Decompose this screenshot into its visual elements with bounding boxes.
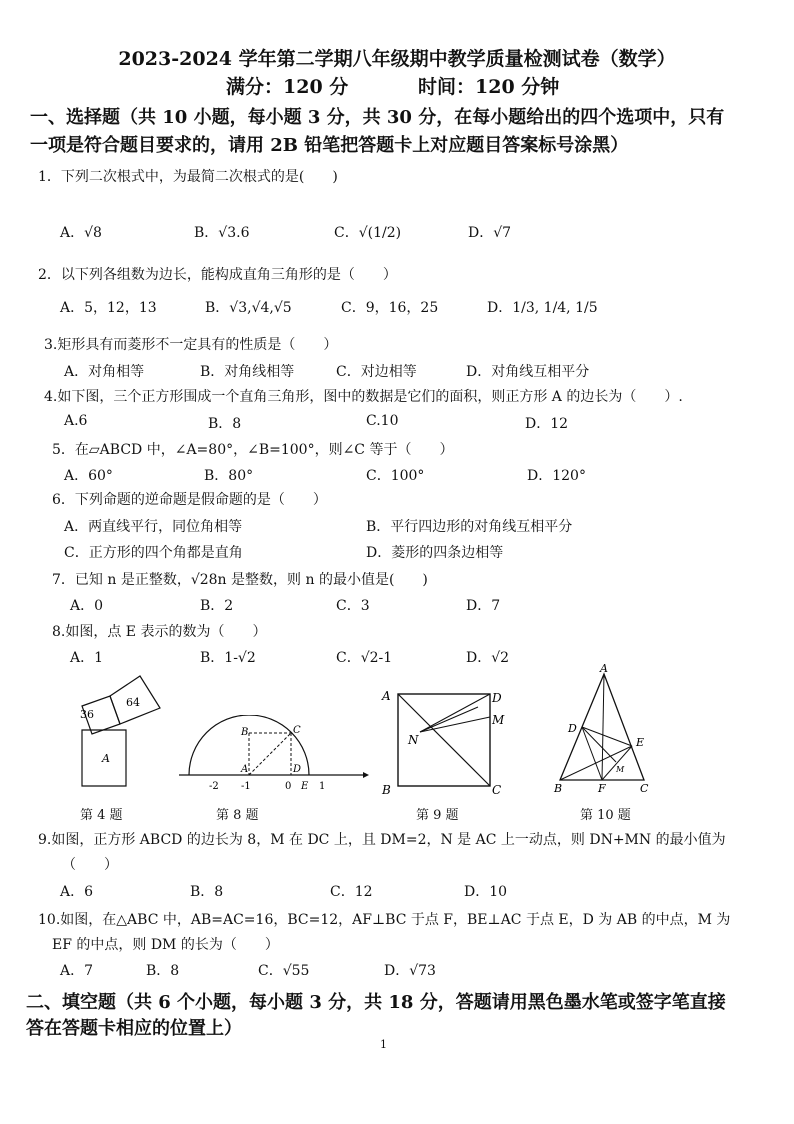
fig10-label-e: E xyxy=(636,736,645,749)
question-4-stem: 4.如下图，三个正方形围成一个直角三角形，图中的数据是它们的面积，则正方形 A 的边长为（ ）. xyxy=(44,389,683,405)
figure-10-caption: 第 10 题 xyxy=(580,808,631,823)
fig10-line-af xyxy=(602,674,604,780)
fig10-line-df xyxy=(582,727,602,780)
figure-10 xyxy=(550,662,660,802)
section1-heading-line2: 一项是符合题目要求的，请用 2B 铅笔把答题卡上对应题目答案标号涂黑） xyxy=(30,135,629,156)
fig8-label-b: B xyxy=(241,727,249,738)
fig8-label-a: A xyxy=(241,764,249,775)
question-4-option-d: D．12 xyxy=(525,416,569,432)
fig9-line-extra xyxy=(420,707,478,732)
question-1-stem: 1．下列二次根式中，为最简二次根式的是( ) xyxy=(38,169,338,185)
question-2-option-c: C．9，16，25 xyxy=(341,300,439,316)
question-1-option-a: A．√8 xyxy=(60,225,102,241)
fig10-label-c: C xyxy=(640,782,649,795)
question-9-option-c: C．12 xyxy=(330,884,373,900)
figure-9 xyxy=(378,682,513,802)
fig4-label-64: 64 xyxy=(126,696,140,709)
fig4-label-a: A xyxy=(102,752,110,765)
question-3-option-a: A．对角相等 xyxy=(64,364,145,380)
fig8-label-e: E xyxy=(301,781,309,792)
question-3-option-d: D．对角线互相平分 xyxy=(466,364,590,380)
question-9-stem-line2: （ ） xyxy=(62,857,118,873)
figure-8 xyxy=(175,715,370,800)
question-7-option-a: A．0 xyxy=(70,598,104,614)
figure-4 xyxy=(50,668,170,818)
question-10-option-d: D．√73 xyxy=(384,963,436,979)
section1-heading-line1: 一、选择题（共 10 小题，每小题 3 分，共 30 分，在每小题给出的四个选项中，只有 xyxy=(30,107,725,128)
question-5-option-a: A．60° xyxy=(64,468,113,484)
page-number: 1 xyxy=(380,1038,387,1051)
question-2-option-d: D．1/3, 1/4, 1/5 xyxy=(487,300,598,316)
fig10-line-fe xyxy=(602,746,632,780)
fig8-tick-neg2: -2 xyxy=(209,781,219,792)
question-3-option-c: C．对边相等 xyxy=(336,364,417,380)
figure-9-caption: 第 9 题 xyxy=(416,808,459,823)
fig8-label-c: C xyxy=(293,725,301,736)
question-1-option-b: B．√3.6 xyxy=(194,225,250,241)
question-8-option-d: D．√2 xyxy=(466,650,510,666)
exam-time: 时间：120 分钟 xyxy=(418,76,560,98)
fig9-label-d: D xyxy=(492,691,502,705)
question-3-stem: 3.矩形具有而菱形不一定具有的性质是（ ） xyxy=(44,337,338,353)
fig8-arrow-icon xyxy=(363,772,369,778)
figure-8-caption: 第 8 题 xyxy=(216,808,259,823)
question-2-option-b: B．√3,√4,√5 xyxy=(205,300,292,316)
section2-heading-line1: 二、填空题（共 6 个小题，每小题 3 分，共 18 分，答题请用黑色墨水笔或签字笔直接 xyxy=(26,992,726,1013)
question-6-stem: 6．下列命题的逆命题是假命题的是（ ） xyxy=(52,492,327,508)
fig9-label-c: C xyxy=(492,783,502,797)
question-9-option-d: D．10 xyxy=(464,884,508,900)
fig10-label-f: F xyxy=(598,782,606,795)
question-8-option-a: A．1 xyxy=(70,650,104,666)
fig10-label-a: A xyxy=(600,662,608,675)
question-2-stem: 2．以下列各组数为边长，能构成直角三角形的是（ ） xyxy=(38,267,397,283)
question-7-option-c: C．3 xyxy=(336,598,370,614)
fig9-line-nm xyxy=(420,717,490,732)
question-6-option-b: B．平行四边形的对角线互相平分 xyxy=(366,519,573,535)
question-10-stem-line1: 10.如图，在△ABC 中，AB=AC=16，BC=12，AF⊥BC 于点 F，BE⊥AC 于点 E，D 为 AB 的中点，M 为 xyxy=(38,912,731,928)
question-4-option-a: A.6 xyxy=(64,413,88,429)
question-9-option-a: A．6 xyxy=(60,884,94,900)
fig10-label-d: D xyxy=(568,722,577,735)
question-10-option-a: A．7 xyxy=(60,963,94,979)
question-8-option-b: B．1-√2 xyxy=(200,650,256,666)
question-7-option-b: B．2 xyxy=(200,598,234,614)
question-8-option-c: C．√2-1 xyxy=(336,650,393,666)
question-3-option-b: B．对角线相等 xyxy=(200,364,295,380)
question-6-option-a: A．两直线平行，同位角相等 xyxy=(64,519,243,535)
fig9-label-b: B xyxy=(382,783,391,797)
question-4-option-c: C.10 xyxy=(366,413,399,429)
question-1-option-c: C．√(1/2) xyxy=(334,225,402,241)
question-10-stem-line2: EF 的中点，则 DM 的长为（ ） xyxy=(52,937,279,953)
question-6-option-c: C．正方形的四个角都是直角 xyxy=(64,545,243,561)
question-9-stem-line1: 9.如图，正方形 ABCD 的边长为 8，M 在 DC 上，且 DM=2，N 是 AC 上一动点，则 DN+MN 的最小值为 xyxy=(38,832,726,848)
fig9-label-m: M xyxy=(492,713,505,727)
fig10-line-dm xyxy=(582,727,616,762)
question-9-option-b: B．8 xyxy=(190,884,224,900)
question-4-option-b: B．8 xyxy=(208,416,242,432)
section2-heading-line2: 答在答题卡相应的位置上） xyxy=(26,1018,242,1039)
fig8-tick-neg1: -1 xyxy=(241,781,251,792)
question-8-stem: 8.如图，点 E 表示的数为（ ） xyxy=(52,624,267,640)
exam-title: 2023-2024 学年第二学期八年级期中教学质量检测试卷（数学） xyxy=(118,48,676,70)
fig10-label-b: B xyxy=(554,782,563,795)
question-6-option-d: D．菱形的四条边相等 xyxy=(366,545,504,561)
question-10-option-b: B．8 xyxy=(146,963,180,979)
fig4-label-36: 36 xyxy=(80,708,94,721)
question-5-option-c: C．100° xyxy=(366,468,425,484)
fig8-label-d: D xyxy=(293,764,302,775)
fig8-tick-0: 0 xyxy=(285,781,292,792)
question-5-option-b: B．80° xyxy=(204,468,254,484)
fig8-line-ac xyxy=(249,733,291,775)
question-5-option-d: D．120° xyxy=(527,468,586,484)
fig9-label-a: A xyxy=(382,689,391,703)
question-10-option-c: C．√55 xyxy=(258,963,310,979)
question-1-option-d: D．√7 xyxy=(468,225,512,241)
question-7-option-d: D．7 xyxy=(466,598,501,614)
question-2-option-a: A．5，12，13 xyxy=(60,300,157,316)
fig9-line-dn xyxy=(420,694,490,732)
question-5-stem: 5．在▱ABCD 中，∠A=80°，∠B=100°，则∠C 等于（ ） xyxy=(52,442,454,458)
question-7-stem: 7．已知 n 是正整数，√28n 是整数，则 n 的最小值是( ) xyxy=(52,572,428,588)
fig9-label-n: N xyxy=(408,733,419,747)
figure-4-caption: 第 4 题 xyxy=(80,808,123,823)
fig10-label-m: M xyxy=(616,765,625,774)
fig8-tick-1: 1 xyxy=(319,781,326,792)
exam-full-score: 满分：120 分 xyxy=(226,76,349,98)
